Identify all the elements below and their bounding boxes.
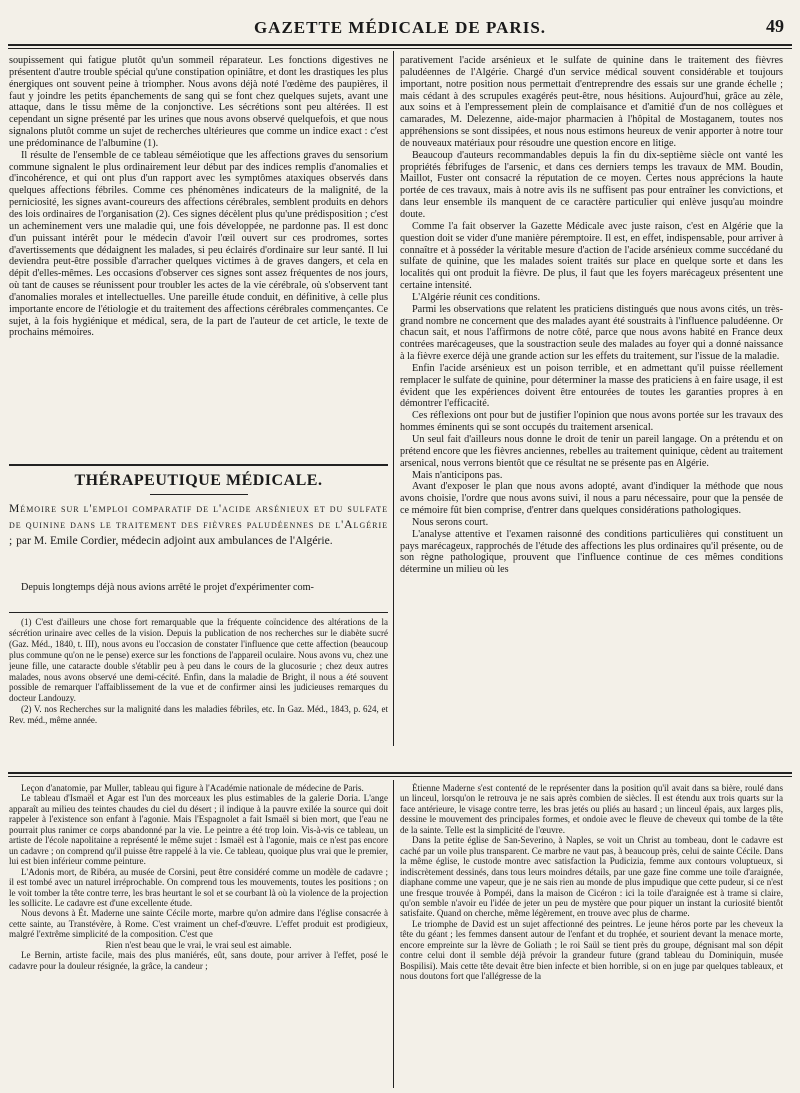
paragraph: Parmi les observations que relatent les praticiens distingués que nous avons cités, un très-grand nombre ne concernent que des malades ayant été soustraits à l'influence paludéenne. Or chacun sait, et nous l'affirmons de notre côté, parce que nous avons habité en France deux contrées marécageuses, que la soustraction seule des malades au foyer qui a donné naissance à la fièvre exerce déjà une grande action sur les effets du traitement, sur l'issue de la maladie.: [400, 303, 783, 363]
paragraph: Nous devons à Ét. Maderne une sainte Cécile morte, marbre qu'on admire dans l'église consacrée à cette sainte, au Transtévère, à Rome. C'est vraiment un chef-d'œuvre. L'effet produit est prodigieux, malgré l'extrême simplicité de la composition. C'est que: [9, 908, 388, 940]
feuilleton-divider: [393, 780, 394, 1088]
masthead: [8, 12, 792, 42]
feuilleton-rule-thin: [8, 776, 792, 777]
paragraph: parativement l'acide arsénieux et le sulfate de quinine dans le traitement des fièvres paludéennes de l'Algérie. Chargé d'un service médical souvent considérable et toujours important, notre position nous permettait d'entreprendre des essais sur une grande échelle ; mais cédant à des scrupules exagérés peut-être, nous hésitions. Aujourd'hui, grâce au zèle, aux soins et à l'empressement plein de complaisance et d'amitié d'un de nos collègues et camarades, M. Delezenne, aide-major pharmacien à l'hôpital de Mostaganem, toutes nos appréhensions se sont dissipées, et nous nous estimons heureux de venir apporter à notre tour de nouveaux matériaux pour résoudre une question encore en litige.: [400, 55, 783, 149]
memoir-title-text: Mémoire sur l'emploi comparatif de l'acide arsénieux et du sulfate de quinine dans le traitement des fièvres paludéennes de l'Algérie ;: [9, 502, 388, 547]
footnotes: [9, 617, 388, 740]
intro-line: Depuis longtemps déjà nous avions arrêté le projet d'expérimenter com-: [21, 582, 314, 593]
journal-title: GAZETTE MÉDICALE DE PARIS.: [253, 18, 547, 37]
paragraph: Le Bernin, artiste facile, mais des plus maniérés, eût, sans doute, pour arriver à l'effet, posé le cadavre pour la douleur résignée, la grâce, la candeur ;: [9, 950, 388, 971]
paragraph: L'Adonis mort, de Ribéra, au musée de Corsini, peut être considéré comme un modèle de cadavre ; il est tombé avec un naturel irréprochable. On comprend tous les mouvements, toutes les positions ; on le voit tomber la tête contre terre, les bras heurtant le sol et se courbant là où la violence de la projection les sollicite. Le cadavre est d'une excellente étude.: [9, 866, 388, 908]
footnote: (2) V. nos Recherches sur la malignité dans les maladies fébriles, etc. In Gaz. Méd., 1843, p. 624, et Rev. méd., même année.: [9, 704, 388, 726]
paragraph: Ces réflexions ont pour but de justifier l'opinion que nous avons portée sur les travaux des hommes éminents qui se sont occupés du traitement arsenical.: [400, 410, 783, 434]
memoir-author: par M. Emile Cordier, médecin adjoint aux ambulances de l'Algérie.: [13, 534, 333, 547]
masthead-rule-thin: [8, 48, 792, 49]
paragraph: Avant d'exposer le plan que nous avons adopté, avant d'indiquer la méthode que nous avons choisie, l'ordre que nous avons suivi, il nous a paru nécessaire, pour que la pensée de ce mémoire fût bien comprise, d'entrer dans quelques considérations pathologiques.: [400, 481, 783, 517]
paragraph: Le tableau d'Ismaël et Agar est l'un des morceaux les plus estimables de la galerie Doria. L'ange apparaît au milieu des teintes chaudes du ciel du désert ; il indique à la pauvre exilée la source qui doit rappeler à l'existence son enfant à l'agonie. Mais l'Espagnolet a fait Ismaël si bien mort, que l'eau ne pourrait plus ranimer ce corps abandonné par la vie. Le peintre a été trop loin. Vis-à-vis ce tableau, un artiste de l'école napolitaine a représenté le même sujet : Ismaël est à l'agonie, mais ce n'est pas encore un cadavre ; on comprend qu'il puisse être rappelé à la vie. Ce tableau, quoique plus vrai que le premier, lui est bien inférieur comme peinture.: [9, 793, 388, 867]
right-column-article: [400, 55, 783, 745]
section-rule: [9, 464, 388, 466]
paragraph: Dans la petite église de San-Severino, à Naples, se voit un Christ au tombeau, dont le cadavre est caché par un voile plus transparent. Ce marbre ne vaut pas, à beaucoup près, celui de sainte Cécile. Dans la même église, le custode montre avec satisfaction la Pudicizia, femme aux contours voluptueux, si indiscrètement dessinés, dans tous leurs moindres détails, par une gaze fine comme une toile d'araignée, diaphane comme une vapeur, que je ne sais rien au monde de plus impudique que cette pudeur, si ce n'est une fresque trouvée à Pompéi, dans la maison de Cicéron : ici la toile d'araignée est à trame si claire, qu'on semble n'avoir eu l'idée de jeter un peu de mystère que pour piquer un instant la curiosité bientôt satisfaite. Quand on cherche, même légèrement, en trouve avec plus de charme.: [400, 835, 783, 919]
paragraph: Mais n'anticipons pas.: [412, 469, 503, 481]
masthead-rule: [8, 44, 792, 46]
paragraph: Comme l'a fait observer la Gazette Médicale avec juste raison, c'est en Algérie que la question doit se vider d'une manière péremptoire. Il est, en effet, indispensable, pour arriver à connaître et à posséder la véritable mesure d'action de l'acide arsénieux comme succédané du sulfate de quinine, que les malades soient traités sur place en quelque sorte et dans les localités qui ont produit la fièvre. De plus, il faut que les foyers marécageux présentent une certaine intensité.: [400, 220, 783, 292]
feuilleton-right-column: [400, 783, 783, 1088]
paragraph: Enfin l'acide arsénieux est un poison terrible, et en admettant qu'il puisse réellement remplacer le sulfate de quinine, pour déterminer la masse des praticiens à en faire usage, il est évident que les expériences doivent être entourées de toutes les garanties propres à en démontrer l'efficacité.: [400, 362, 783, 410]
paragraph: Le triomphe de David est un sujet affectionné des peintres. Le jeune héros porte par les cheveux la tête du géant ; les femmes dansent autour de l'enfant et du trophée, et sourient devant la menace morte, encore empreinte sur la lèvre de Goliath ; le roi Saül se tient près du groupe, dégnisant mal son dépit contre celui dont il semble déjà prévoir la grandeur future (grand tableau du Dominiquin, musée Bospilisi). Mais cette tête devait être bien infecte et bien horrible, si on en juge par quelques tableaux, et nous doutons fort que l'allégresse de la: [400, 918, 783, 982]
paragraph: L'analyse attentive et l'examen raisonné des conditions particulières qui constituent un pays marécageux, rapprochés de l'étude des affections les plus ordinaires qu'il présente, ou de son règne pathologique, prouvent que l'influence continue de ces mêmes conditions détermine un milieu où les: [400, 528, 783, 576]
footnote: (1) C'est d'ailleurs une chose fort remarquable que la fréquente coïncidence des altérations de la sécrétion urinaire avec celles de la vision. Depuis la publication de nos recherches sur le diabète sucré (Gaz. Méd., 1840, t. III), nous avons eu l'occasion de constater l'influence que cette affection (beaucoup plus commune qu'on ne le pense) exerce sur les fonctions de l'appareil oculaire. Nous avons vu, chez une jeune fille, une cataracte double s'établir peu à peu dans le cours de la glucosurie ; chez deux autres malades, nous avons observé une demi-cécité. Enfin, dans la maladie de Bright, il nous a été souvent possible de remarquer l'affaiblissement de la vue et de confirmer ainsi les judicieuses remarques du docteur Landouzy.: [9, 617, 388, 704]
paragraph: Un seul fait d'ailleurs nous donne le droit de tenir un pareil langage. On a prétendu et on prétend encore que les fièvres anciennes, rebelles au traitement quinique, cèdent au traitement arsenical, nous verrons bientôt que ce résultat ne se présente pas en Algérie.: [400, 434, 783, 469]
feuilleton-rule: [8, 772, 792, 774]
heading-underline: [150, 494, 248, 495]
memoir-title: [9, 501, 388, 549]
paragraph: Étienne Maderne s'est contenté de le représenter dans la position qu'il avait dans sa bière, roulé dans un linceul, lorsqu'on le retrouva je ne sais après combien de siècles. Il est étendu aux trois quarts sur la face antérieure, le visage contre terre, les bras jetés ou pliés au hasard ; un linceul épais, aux larges plis, dessine le mouvement des principales formes, et ondoie avec le fleuve de cheveux qui tombe de la tête de la sainte. Telle est la simplicité de l'œuvre.: [400, 783, 783, 835]
page-number: 49: [766, 16, 784, 36]
feuilleton-left-column: [9, 783, 388, 1088]
paragraph: soupissement qui fatigue plutôt qu'un sommeil réparateur. Les fonctions digestives ne présentent d'autre trouble spécial qu'une constipation opiniâtre, et dont les drastiques les plus énergiques ont souvent peine à triompher. Nous avons déjà noté l'œdème des paupières, il faut y joindre les petits épanchements de sang qui se font chez quelques sujets, avant une attaque, dans le tissu même de la conjonctive. Les sécrétions sont peu altérées. Il est cependant un signe présenté par les urines que nous avons observé quelquefois, et que nous signalons plutôt comme un sujet de recherches ultérieures que comme un indice exact : c'est une prédominance de l'albumine (1).: [9, 55, 388, 149]
paragraph: L'Algérie réunit ces conditions.: [412, 291, 541, 303]
paragraph: Il résulte de l'ensemble de ce tableau séméiotique que les affections graves du sensorium commune signalent le plus ordinairement leur début par des indices remplis d'anomalies et d'incohérence, et qui ont plus d'un rapport avec les symptômes ataxiques observés dans quelques affections fébriles. Comme ces phénomènes indicateurs de la malignité, de la perniciosité, les signes avant-coureurs des affections cérébrales, semblent produits en dehors des lois ordinaires de l'organisation (2). Ces signes décèlent plus qu'une prédisposition ; c'est un acheminement vers une maladie qui, une fois développée, ne pardonne pas. Il est donc d'un puissant intérêt pour le médecin d'avoir l'œil ouvert sur ces prodromes, sortes d'avertissements que dédaignent les malades, si peu éclairés d'ordinaire sur leur santé. Il lui deviendra peut-être possible d'arracher quelques victimes à de graves dangers, et cela en dépit d'elles-mêmes. Les occasions d'observer ces signes sont assez fréquentes de nos jours, où tant de causes se réunissent pour troubler les actes de la vie cérébrale, où s'observent tant d'anomalies morales et intellectuelles. Une pareille étude conduit, en définitive, à celle plus importante encore de l'étiologie et du traitement des affections cérébrales commençantes. Ce sujet, à la fois hygiénique et médical, sera, de la part de l'auteur de cet article, le texte de prochains mémoires.: [9, 149, 388, 339]
left-column-article: [9, 55, 388, 467]
paragraph: Beaucoup d'auteurs recommandables depuis la fin du dix-septième siècle ont vanté les propriétés fébrifuges de l'arsenic, et dans ces derniers temps les travaux de MM. Boudin, Maillot, Fuster ont consacré la réputation de ce moyen. Certes nous apprécions la haute portée de ces travaux, mais à notre avis ils ne suffisent pas pour entraîner les convictions, et dans leur ensemble ils manquent de ce caractère particulier qui enlève jusqu'au moindre doute.: [400, 149, 783, 220]
quotation: Rien n'est beau que le vrai, le vrai seul est aimable.: [105, 939, 292, 950]
column-divider: [393, 51, 394, 746]
paragraph: Nous serons court.: [412, 516, 489, 528]
paragraph: Leçon d'anatomie, par Muller, tableau qui figure à l'Académie nationale de médecine de Paris.: [21, 783, 364, 793]
footnote-rule: [9, 612, 388, 613]
section-heading: THÉRAPEUTIQUE MÉDICALE.: [74, 472, 323, 489]
